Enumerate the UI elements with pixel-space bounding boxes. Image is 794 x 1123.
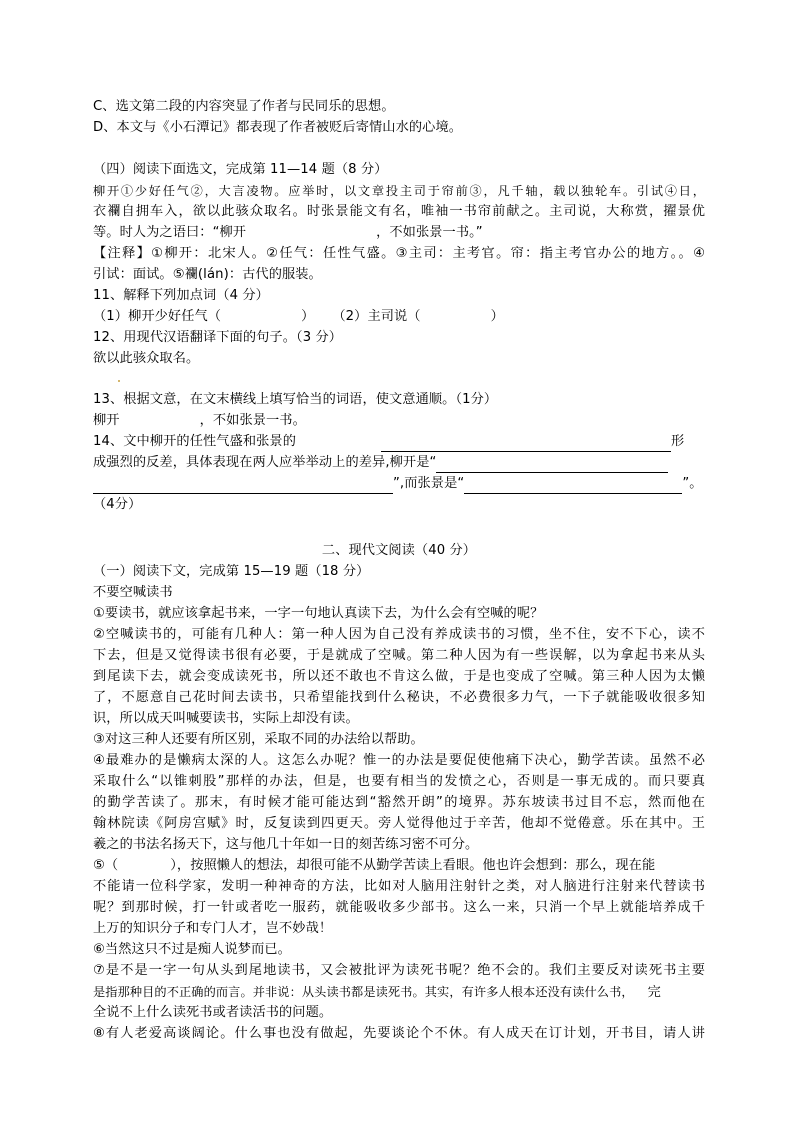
section-2-subheader: （一）阅读下文，完成第 15—19 题（18 分） — [93, 564, 370, 579]
paragraph-2-line-4: 了，不愿意自己花时间去读书，只希望能找到什么秘诀，不必费很多力气，一下子就能吸收很多知 — [93, 690, 705, 705]
paragraph-1: ①要读书，就应该拿起书来，一字一句地认真读下去，为什么会有空喊的呢？ — [93, 606, 544, 621]
question-13: 13、根据文意，在文末横线上填写恰当的词语，使文意通顺。（1分） — [93, 392, 498, 407]
passage-line-3-end: ，不如张景一书。” — [376, 225, 483, 240]
paragraph-5-line-2: 不能请一位科学家，发明一种神奇的方法，比如对人脑用注射针之类，对人脑进行注射来代替读书 — [93, 879, 705, 894]
q14-start: 14、文中柳开的任性气盛和张景的 — [93, 434, 297, 449]
q13-end: ，不如张景一书。 — [199, 413, 306, 428]
q14-answer-2-cont[interactable] — [93, 478, 393, 494]
q14-answer-1[interactable] — [381, 436, 671, 452]
paragraph-2-line-5: 识，所以成天叫喊要读书，实际上却没有读。 — [93, 711, 359, 726]
paragraph-7-line-1: ⑦是不是一字一句从头到尾地读书，又会被批评为读死书呢？绝不会的。我们主要反对读死书主要 — [93, 963, 705, 978]
paragraph-6: ⑥当然这只不过是痴人说梦而已。 — [93, 942, 291, 957]
q11-item-1-close: ） — [301, 309, 315, 324]
paragraph-5-line-1 — [93, 856, 705, 877]
paragraph-7-line-2 — [93, 982, 705, 1003]
q13-start: 柳开 — [93, 413, 120, 428]
q14-answer-3[interactable] — [464, 478, 682, 494]
question-12: 12、用现代汉语翻译下面的句子。（3 分） — [93, 330, 343, 345]
paragraph-4-line-3: 的勤学苦读了。那末，有时候才能可能达到“豁然开朗”的境界。苏东坡读书过目不忘，然而他在 — [93, 795, 705, 810]
passage-line-3 — [93, 223, 705, 244]
q14-close: ”。 — [682, 476, 703, 491]
question-14-score: （4分） — [93, 497, 142, 512]
note-line-1: 【注释】①柳开：北宋人。②任气：任性气盛。③主司：主考官。帘：指主考官办公的地方。。④ — [93, 246, 705, 261]
paragraph-4-line-5: 羲之的书法名扬天下，这与他几十年如一日的刻苦练习密不可分。 — [93, 837, 479, 852]
paragraph-4-line-1: ④最难办的是懒病太深的人。这怎么办呢？惟一的办法是要促使他痛下决心，勤学苦读。虽然不必 — [93, 753, 705, 768]
option-d: D、本文与《小石潭记》都表现了作者被贬后寄情山水的心境。 — [93, 120, 463, 135]
p7-line-2-end: 完 — [647, 985, 661, 1000]
paragraph-5-line-4: 上万的知识分子和专门人才，岂不妙哉！ — [93, 921, 333, 936]
passage-line-2: 衣襴自拥车入，欲以此骇众取名。时张景能文有名，唯袖一书帘前献之。主司说，大称赏，擢景优 — [93, 204, 705, 219]
q11-item-1: （1）柳开少好任气（ — [93, 309, 222, 324]
paragraph-3: ③对这三种人还要有所区别，采取不同的办法给以帮助。 — [93, 732, 424, 747]
question-14-line-2 — [93, 453, 705, 474]
paragraph-8-line-1: ⑧有人老爱高谈阔论。什么事也没有做起，先要谈论个不休。有人成天在订计划，开书目，请人讲 — [93, 1026, 705, 1041]
paragraph-2-line-1: ②空喊读书的，可能有几种人：第一种人因为自己没有养成读书的习惯，坐不住，安不下心，读不 — [93, 627, 705, 642]
stray-mark — [118, 380, 120, 382]
section-4-header: （四）阅读下面选文，完成第 11—14 题（8 分） — [93, 162, 388, 177]
section-2-title: 二、现代文阅读（40 分） — [321, 543, 477, 558]
paragraph-4-line-2: 采取什么“以锥刺股”那样的办法，但是，也要有相当的发愤之心，否则是一事无成的。而只要真 — [93, 774, 705, 789]
p5-rest: ），按照懒人的想法，却很可能不从勤学苦读上看眼。他也许会想到：那么，现在能 — [170, 858, 656, 873]
q11-item-2-close: ） — [490, 309, 504, 324]
paragraph-4-line-4: 翰林院读《阿房宫赋》时，反复读到四更天。旁人觉得他过于辛苦，他却不觉倦意。乐在其中。王 — [93, 816, 705, 831]
question-13-fill — [93, 411, 705, 432]
question-14-line-1 — [93, 432, 705, 453]
article-title: 不要空喊读书 — [93, 585, 173, 600]
q14-middle: 成强烈的反差，具体表现在两人应举举动上的差异,柳开是“ — [93, 455, 437, 470]
q14-answer-2[interactable] — [436, 457, 668, 473]
p5-open: ⑤（ — [93, 858, 119, 873]
question-11: 11、解释下列加点词（4 分） — [93, 288, 269, 303]
q11-item-2: （2）主司说（ — [332, 309, 421, 324]
q14-end-char: 形 — [671, 434, 685, 449]
paragraph-5-line-3: 呢？到那时候，打一针或者吃一服药，就能吸收多少部书。这么一来，只消一个早上就能培养成千 — [93, 900, 705, 915]
passage-line-1: 柳开①少好任气②，大言凌物。应举时，以文章投主司于帘前③，凡千轴，载以独轮车。引试④日， — [93, 184, 705, 198]
passage-line-3-start: 等。时人为之语曰：“柳开 — [93, 225, 247, 240]
option-c: C、选文第二段的内容突显了作者与民同乐的思想。 — [93, 99, 395, 114]
paragraph-2-line-2: 下去，但是又觉得读书很有必要，于是就成了空喊。第二种人因为有一些误解，以为拿起书来从头 — [93, 648, 705, 663]
question-12-sentence: 欲以此骇众取名。 — [93, 351, 200, 366]
paragraph-2-line-3: 到尾读下去，就会变成读死书，所以还不敢也不肯这么做，于是也变成了空喊。第三种人因为太懒 — [93, 669, 705, 684]
note-line-2: 引试：面试。⑤襴(lán)：古代的服装。 — [93, 267, 322, 282]
p7-line-2-text: 是指那种目的不正确的而言。并非说：从头读书都是读死书。其实，有许多人根本还没有读什么书， — [93, 985, 634, 999]
question-14-line-3 — [93, 474, 705, 495]
question-11-items — [93, 307, 705, 328]
q14-zhang: ”,而张景是“ — [393, 476, 465, 491]
paragraph-7-line-3: 全说不上什么读死书或者读活书的问题。 — [93, 1005, 333, 1020]
